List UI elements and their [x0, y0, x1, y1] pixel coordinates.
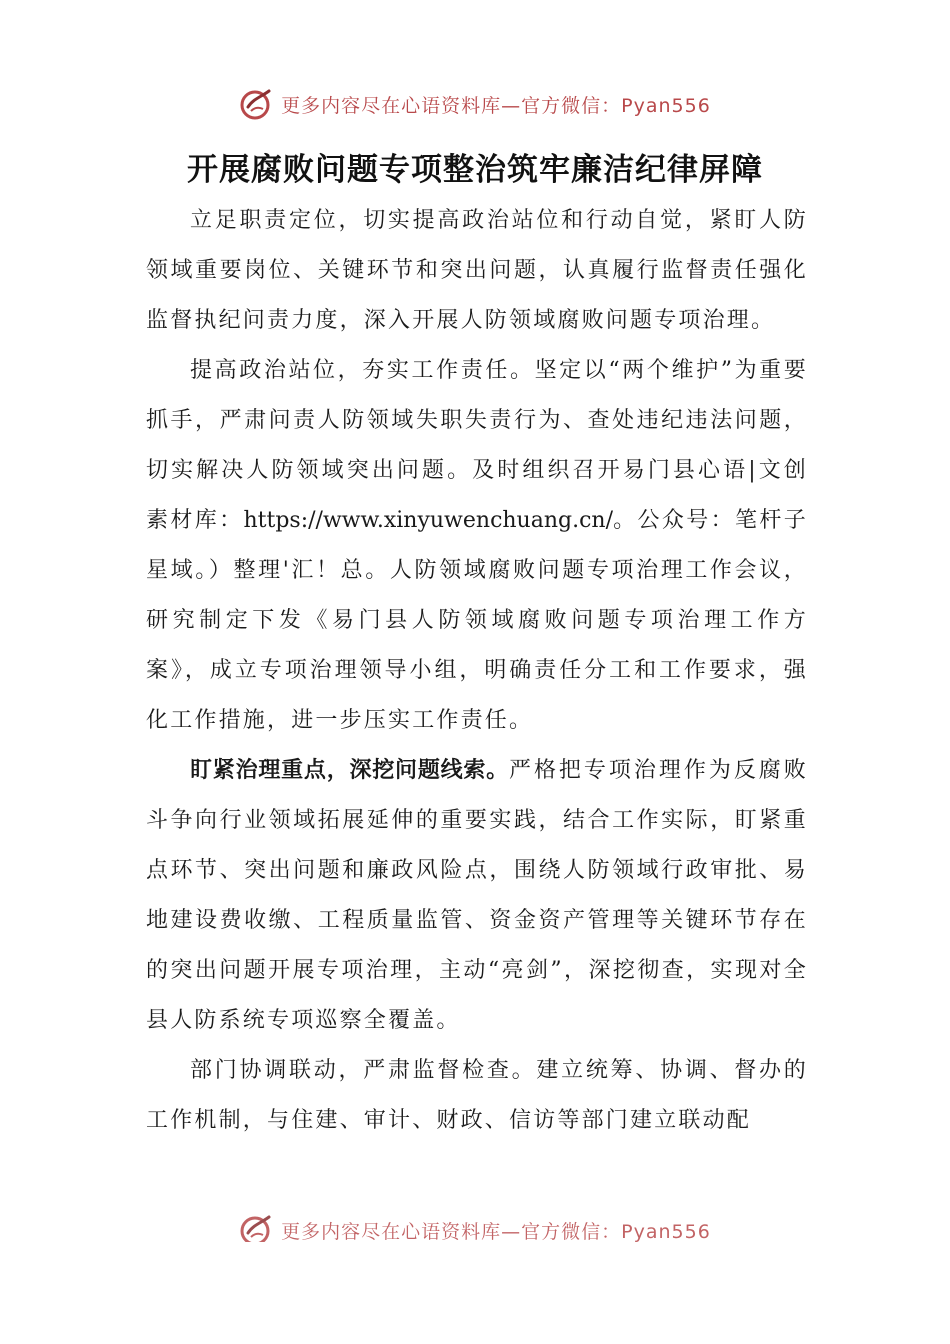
paragraph-3-text: 严格把专项治理作为反腐败斗争向行业领域拓展延伸的重要实践，结合工作实际，盯紧重点环节、突出问题和廉政风险点，围绕人防领域行政审批、易地建设费收缴、工程质量监管、资金资产管理等关键环节存在的突出问题开展专项治理，主动“亮剑”，深挖彻查，实现对全县人防系统专项巡察全覆盖。 — [146, 758, 808, 1033]
brush-logo-icon — [239, 1213, 273, 1242]
footer-banner — [0, 1206, 950, 1242]
document-body — [146, 196, 808, 1146]
paragraph-2-text-before: 提高政治站位，夯实工作责任。坚定以“两个维护”为重要抓手，严肃问责人防领域失职失责行为、查处违纪违法问题，切实解决人防领域突出问题。及时组织召开易门县心语|文创素材库： — [146, 358, 808, 533]
paragraph-3-lead: 盯紧治理重点，深挖问题线索。 — [190, 758, 509, 783]
paragraph-4-text: 部门协调联动，严肃监督检查。建立统筹、协调、督办的工作机制，与住建、审计、财政、信访等部门建立联动配 — [146, 1058, 808, 1133]
document-title: 开展腐败问题专项整治筑牢廉洁纪律屏障 — [187, 152, 763, 188]
paragraph-1-text: 立足职责定位，切实提高政治站位和行动自觉，紧盯人防领域重要岗位、关键环节和突出问题，认真履行监督责任强化监督执纪问责力度，深入开展人防领域腐败问题专项治理。 — [146, 208, 808, 333]
header-banner — [0, 86, 950, 122]
brush-logo-icon — [239, 87, 273, 121]
header-banner-text: 更多内容尽在心语资料库—官方微信：Pyan556 — [281, 94, 711, 117]
footer-banner-text: 更多内容尽在心语资料库—官方微信：Pyan556 — [281, 1220, 711, 1242]
paragraph-2-text-after: 。公众号：笔杆子星域。）整理'汇！总。人防领域腐败问题专项治理工作会议，研究制定下发《易门县人防领域腐败问题专项治理工作方案》，成立专项治理领导小组，明确责任分工和工作要求，强化工作措施，进一步压实工作责任。 — [146, 508, 808, 733]
paragraph-1 — [146, 196, 808, 346]
paragraph-3 — [146, 746, 808, 1046]
resource-url-link[interactable]: https://www.xinyuwenchuang.cn/ — [243, 508, 613, 533]
paragraph-4 — [146, 1046, 808, 1146]
paragraph-2 — [146, 346, 808, 746]
